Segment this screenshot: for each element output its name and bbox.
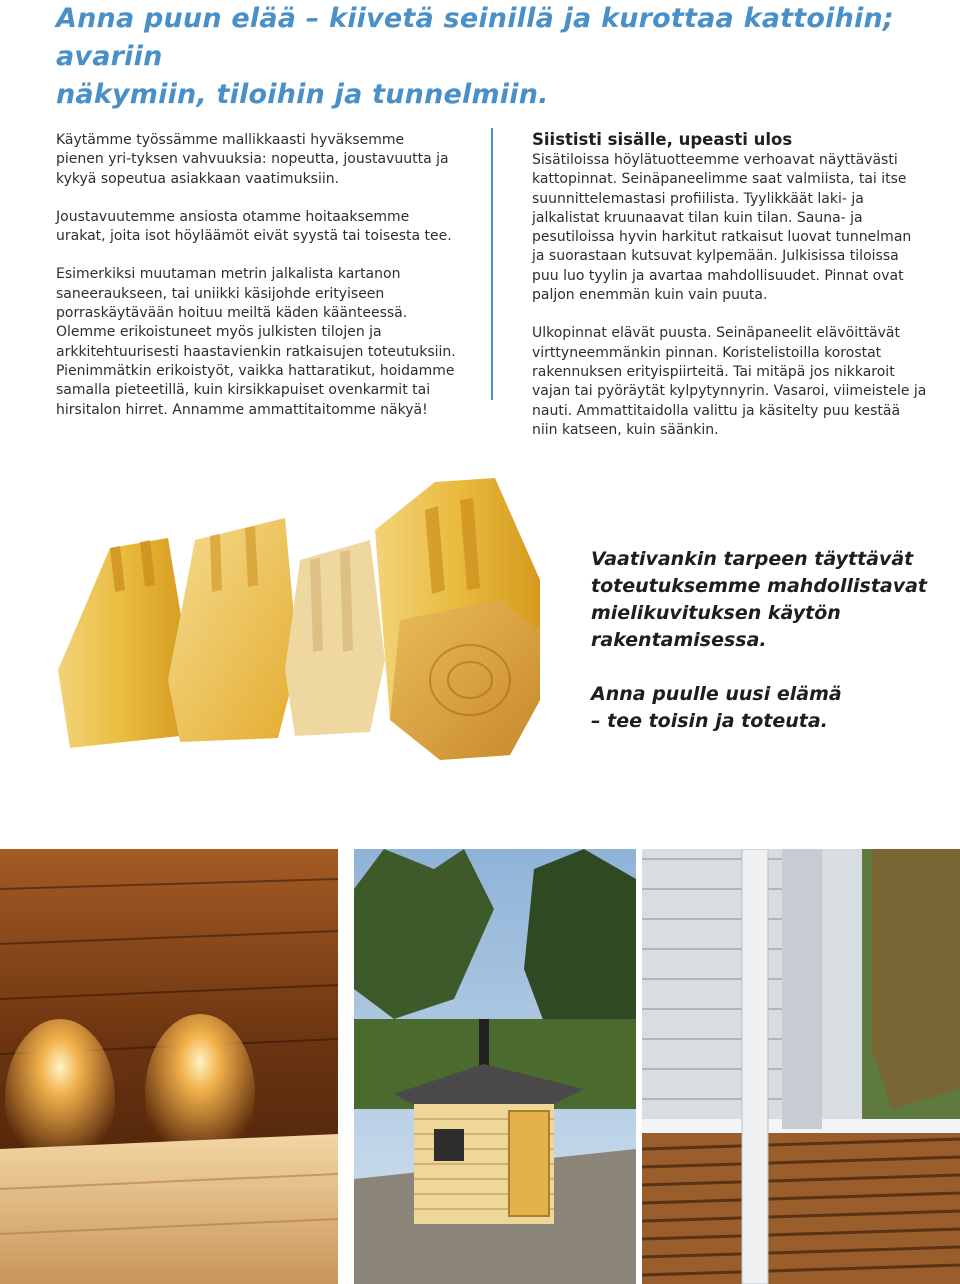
- right-text-column: [532, 129, 928, 459]
- quote-slogan-line-2: – tee toisin ja toteuta.: [591, 710, 828, 732]
- left-paragraph-1: Käytämme työssämme mallikkaasti hyväksemme pienen yri-tyksen vahvuuksia: nopeutta, joustavuutta ja kykyä sopeutua asiakkaan vaatimuksiin.: [56, 132, 449, 187]
- section-heading: Siististi sisälle, upeasti ulos: [532, 130, 793, 149]
- quote-slogan-line-1: Anna puulle uusi elämä: [591, 683, 842, 705]
- column-divider: [491, 128, 493, 400]
- left-text-column: [56, 131, 456, 439]
- right-paragraph-2: Ulkopinnat elävät puusta. Seinäpaneelit elävöittävät virttyneemmänkin pinnan. Koristelistoilla korostat rakennuksen erityispiirteitä. Tai mitäpä jos nikkaroit vajan tai pyöräytät kylpytynnyrin. Vasaroi, viimeistele ja nauti. Ammattitaidolla valittu ja käsitelty puu kestää niin katseen, kuin säänkin.: [532, 325, 927, 438]
- right-paragraph-1: Sisätiloissa höylätuotteemme verhoavat näyttävästi kattopinnat. Seinäpaneelimme saat valmiista, tai itse suunnittelemastasi profiilista. Tyylikkäät laki- ja jalkalistat kruunaavat tilan kuin tilan. Sauna- ja pesutiloissa hyvin harkitut ratkaisut luovat tunnelman ja suorastaan kutsuvat kylpemään. Julkisissa tiloissa puu luo tyylin ja avartaa mahdollisuudet. Pinnat ovat paljon enemmän kuin vain puuta.: [532, 152, 912, 304]
- log-3: [285, 540, 385, 736]
- sauna-interior-photo: [0, 849, 338, 1284]
- headline-line-2: näkymiin, tiloihin ja tunnelmiin.: [56, 79, 549, 110]
- headline-line-1: Anna puun elää – kiivetä seinillä ja kurottaa kattoihin; avariin: [56, 3, 894, 72]
- pull-quote: [591, 546, 931, 762]
- left-paragraph-2: Joustavuutemme ansiosta otamme hoitaaksemme urakat, joita isot höyläämöt eivät syystä tai toisesta tee.: [56, 208, 452, 245]
- page-headline: [56, 0, 936, 114]
- log-profiles-image: [40, 470, 560, 770]
- garden-cabin-photo: [354, 849, 636, 1284]
- house-exterior-photo: [642, 849, 960, 1284]
- left-paragraph-3: Esimerkiksi muutaman metrin jalkalista kartanon saneeraukseen, tai uniikki käsijohde erityiseen porraskäytävään hoituu meiltä käden käänteessä. Olemme erikoistuneet myös julkisten tilojen ja arkkitehtuurisesti haastavienkin ratkaisujen toteutuksiin. Pienimmätkin erikoistyöt, vaikka hattaratikut, hoidamme samalla pieteetillä, kuin kirsikkapuiset ovenkarmit tai hirsitalon hirret. Annamme ammattitaitomme näkyä!: [56, 266, 456, 418]
- log-2: [168, 518, 298, 742]
- quote-statement: Vaativankin tarpeen täyttävät toteutuksemme mahdollistavat mielikuvituksen käytön rakentamisessa.: [591, 548, 928, 651]
- log-1: [58, 538, 190, 748]
